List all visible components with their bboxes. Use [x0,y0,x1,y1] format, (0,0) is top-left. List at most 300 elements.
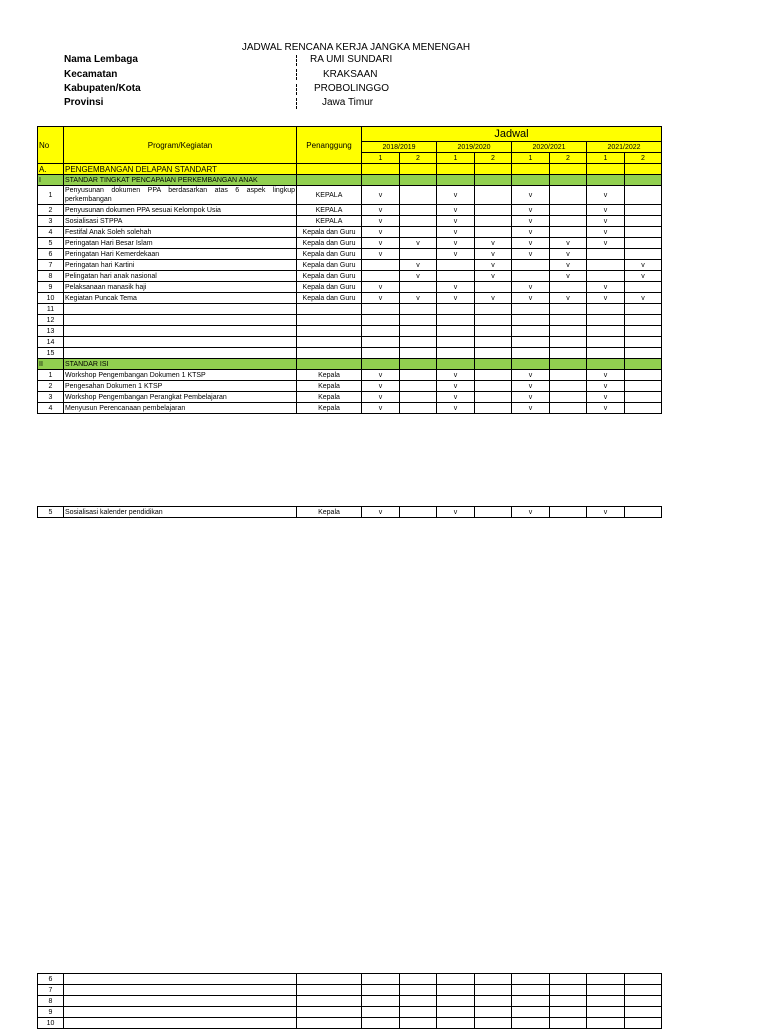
schedule-mark [625,507,662,518]
table-row [38,403,662,414]
row-number: 13 [38,326,64,337]
row-number: 7 [38,985,64,996]
header-program: Program/Kegiatan [64,127,297,164]
schedule-mark [625,205,662,216]
header-year: 2019/2020 [437,142,512,153]
row-program: Sosialisasi STPPA [64,216,297,227]
schedule-mark: v [437,249,475,260]
schedule-mark: v [437,403,475,414]
schedule-mark: v [587,293,625,304]
row-penanggung: Kepala [297,381,362,392]
schedule-mark: v [362,507,400,518]
header-jadwal: Jadwal [362,127,662,142]
table-row [38,326,662,337]
schedule-mark [625,315,662,326]
row-program: Peringatan Hari Kemerdekaan [64,249,297,260]
row-program [64,326,297,337]
schedule-mark [550,507,587,518]
schedule-mark [587,315,625,326]
header-semester: 1 [362,153,400,164]
section-no: A. [38,164,64,175]
schedule-mark [550,315,587,326]
schedule-table-bottom [37,973,662,1029]
table-row [38,348,662,359]
schedule-mark: v [512,507,550,518]
schedule-mark [512,315,550,326]
schedule-mark [587,985,625,996]
schedule-mark [550,370,587,381]
schedule-mark [362,315,400,326]
schedule-mark [400,337,437,348]
row-penanggung [297,348,362,359]
schedule-mark: v [512,186,550,205]
schedule-mark [475,403,512,414]
table-row [38,304,662,315]
schedule-mark: v [512,381,550,392]
schedule-mark [550,326,587,337]
schedule-mark [550,974,587,985]
row-number: 8 [38,271,64,282]
separator [296,84,297,95]
table-row [38,1018,662,1029]
schedule-mark [400,996,437,1007]
row-penanggung: Kepala [297,507,362,518]
header-no: No [38,127,64,164]
row-number: 10 [38,293,64,304]
schedule-mark [625,392,662,403]
schedule-mark [550,205,587,216]
row-number: 6 [38,974,64,985]
row-program: Peringatan Hari Besar Islam [64,238,297,249]
section-no: II [38,359,64,370]
row-program [64,304,297,315]
row-program: Pengesahan Dokumen 1 KTSP [64,381,297,392]
schedule-mark: v [587,507,625,518]
schedule-mark: v [437,507,475,518]
schedule-mark [625,1007,662,1018]
row-penanggung: Kepala dan Guru [297,271,362,282]
section-label: STANDAR ISI [64,359,297,370]
schedule-mark: v [437,293,475,304]
schedule-mark [475,1018,512,1029]
schedule-mark: v [512,238,550,249]
schedule-table [37,126,662,414]
schedule-mark: v [512,282,550,293]
schedule-mark [475,507,512,518]
row-penanggung [297,1007,362,1018]
schedule-mark: v [587,205,625,216]
schedule-mark: v [587,227,625,238]
schedule-mark [550,985,587,996]
table-row [38,392,662,403]
schedule-mark [587,260,625,271]
row-program: Sosialisasi kalender pendidikan [64,507,297,518]
schedule-mark [400,370,437,381]
row-program: Penyusunan dokumen PPA sesuai Kelompok Usia [64,205,297,216]
schedule-mark: v [362,249,400,260]
field-label-nama-lembaga: Nama Lembaga [64,54,138,65]
table-row [38,370,662,381]
row-number: 6 [38,249,64,260]
schedule-mark: v [400,271,437,282]
schedule-mark [625,1018,662,1029]
schedule-mark: v [550,249,587,260]
table-row [38,974,662,985]
row-penanggung: Kepala dan Guru [297,238,362,249]
schedule-mark [625,403,662,414]
schedule-mark [362,348,400,359]
schedule-mark [475,205,512,216]
row-number: 15 [38,348,64,359]
header-semester: 2 [550,153,587,164]
schedule-mark [475,282,512,293]
schedule-mark [625,304,662,315]
schedule-mark [400,381,437,392]
schedule-mark [400,227,437,238]
schedule-mark [550,1007,587,1018]
schedule-mark [437,337,475,348]
row-number: 7 [38,260,64,271]
row-program: Pelingatan hari anak nasional [64,271,297,282]
schedule-mark [400,216,437,227]
schedule-mark [587,304,625,315]
row-penanggung [297,326,362,337]
schedule-mark [512,304,550,315]
table-row [38,1007,662,1018]
row-number: 8 [38,996,64,1007]
schedule-mark [362,1007,400,1018]
schedule-mark [475,315,512,326]
schedule-mark [587,996,625,1007]
schedule-mark: v [437,282,475,293]
header-semester: 2 [475,153,512,164]
schedule-mark [625,370,662,381]
schedule-mark [400,249,437,260]
schedule-mark [400,348,437,359]
table-row [38,227,662,238]
row-penanggung: KEPALA [297,186,362,205]
row-penanggung: Kepala [297,403,362,414]
schedule-mark [550,996,587,1007]
schedule-mark: v [475,260,512,271]
row-number: 9 [38,282,64,293]
row-number: 9 [38,1007,64,1018]
row-penanggung: KEPALA [297,216,362,227]
schedule-mark [625,337,662,348]
schedule-mark: v [475,249,512,260]
table-row [38,249,662,260]
schedule-mark [437,985,475,996]
row-penanggung [297,996,362,1007]
schedule-mark [400,392,437,403]
schedule-mark [400,985,437,996]
schedule-mark [362,271,400,282]
schedule-mark [475,392,512,403]
schedule-mark [625,974,662,985]
row-number: 1 [38,370,64,381]
schedule-mark [400,1018,437,1029]
separator [296,69,297,80]
table-row [38,996,662,1007]
schedule-mark [625,326,662,337]
row-number: 2 [38,205,64,216]
schedule-mark [362,1018,400,1029]
schedule-mark [587,271,625,282]
schedule-mark: v [437,370,475,381]
header-year: 2021/2022 [587,142,662,153]
schedule-mark [475,304,512,315]
schedule-mark [625,186,662,205]
schedule-mark: v [362,238,400,249]
schedule-mark: v [437,238,475,249]
row-program: Menyusun Perencanaan pembelajaran [64,403,297,414]
schedule-mark [400,282,437,293]
row-program: Festifal Anak Soleh solehah [64,227,297,238]
schedule-mark [625,238,662,249]
row-number: 5 [38,507,64,518]
schedule-mark [400,315,437,326]
schedule-mark: v [512,403,550,414]
schedule-mark [550,403,587,414]
schedule-mark: v [512,249,550,260]
schedule-mark: v [475,271,512,282]
document-title: JADWAL RENCANA KERJA JANGKA MENENGAH [241,42,471,53]
schedule-mark: v [625,260,662,271]
header-semester: 2 [400,153,437,164]
schedule-mark: v [512,293,550,304]
row-number: 1 [38,186,64,205]
schedule-mark [475,227,512,238]
table-row [38,282,662,293]
schedule-mark [550,337,587,348]
schedule-mark [587,974,625,985]
schedule-mark [362,260,400,271]
schedule-mark: v [550,293,587,304]
table-row [38,337,662,348]
schedule-mark: v [437,227,475,238]
section-no: I [38,175,64,186]
schedule-mark: v [362,403,400,414]
schedule-mark: v [400,238,437,249]
schedule-mark: v [512,227,550,238]
separator [296,55,297,66]
row-penanggung [297,315,362,326]
row-program: Penyusunan dokumen PPA berdasarkan atas 6 aspek lingkup perkembangan [65,187,295,203]
schedule-mark: v [362,227,400,238]
schedule-mark [512,260,550,271]
table-row [38,205,662,216]
schedule-mark [475,337,512,348]
schedule-mark [475,326,512,337]
schedule-mark [625,282,662,293]
row-penanggung [297,1018,362,1029]
row-number: 12 [38,315,64,326]
table-row [38,381,662,392]
row-program [64,996,297,1007]
schedule-mark [437,326,475,337]
row-penanggung: Kepala [297,392,362,403]
schedule-mark [512,326,550,337]
schedule-mark: v [437,216,475,227]
schedule-mark: v [475,293,512,304]
section-row-2 [38,359,662,370]
schedule-mark: v [587,238,625,249]
schedule-mark [512,1018,550,1029]
schedule-mark: v [512,392,550,403]
schedule-mark [512,1007,550,1018]
row-penanggung [297,304,362,315]
schedule-mark: v [587,381,625,392]
schedule-mark [512,996,550,1007]
schedule-mark: v [550,271,587,282]
row-program [64,974,297,985]
schedule-mark [400,326,437,337]
schedule-mark [625,381,662,392]
schedule-mark [550,282,587,293]
schedule-table-continued [37,506,662,518]
schedule-mark: v [362,293,400,304]
header-semester: 1 [512,153,550,164]
row-program [64,1018,297,1029]
row-number: 3 [38,216,64,227]
schedule-mark [475,996,512,1007]
row-program: Peringatan hari Kartini [64,260,297,271]
schedule-mark: v [587,392,625,403]
schedule-mark [512,974,550,985]
schedule-mark [625,216,662,227]
row-penanggung: Kepala dan Guru [297,249,362,260]
schedule-mark [587,1018,625,1029]
schedule-mark [437,1007,475,1018]
row-program: Pelaksanaan manasik haji [64,282,297,293]
row-number: 11 [38,304,64,315]
schedule-mark: v [400,260,437,271]
row-penanggung: Kepala [297,370,362,381]
schedule-mark [400,304,437,315]
row-number: 3 [38,392,64,403]
schedule-mark [550,186,587,205]
schedule-mark [437,996,475,1007]
table-row [38,238,662,249]
schedule-mark [625,227,662,238]
section-label: STANDAR TINGKAT PENCAPAIAN PERKEMBANGAN ANAK [64,175,297,186]
field-label-provinsi: Provinsi [64,97,104,108]
table-row [38,271,662,282]
schedule-mark [362,304,400,315]
schedule-mark [587,1007,625,1018]
schedule-mark: v [625,271,662,282]
schedule-mark [475,186,512,205]
table-row [38,985,662,996]
schedule-mark: v [362,186,400,205]
schedule-mark: v [362,370,400,381]
header-semester: 1 [437,153,475,164]
schedule-mark [362,996,400,1007]
row-penanggung [297,974,362,985]
schedule-mark [587,337,625,348]
schedule-mark [362,326,400,337]
row-program [64,348,297,359]
table-row [38,216,662,227]
table-row [38,315,662,326]
schedule-mark: v [362,392,400,403]
schedule-mark [475,974,512,985]
header-year: 2020/2021 [512,142,587,153]
schedule-mark [437,260,475,271]
row-program [64,1007,297,1018]
schedule-mark: v [625,293,662,304]
schedule-mark: v [400,293,437,304]
row-program: Kegiatan Puncak Tema [64,293,297,304]
schedule-mark [400,186,437,205]
schedule-mark [512,271,550,282]
schedule-mark [362,985,400,996]
row-number: 10 [38,1018,64,1029]
schedule-mark [625,249,662,260]
schedule-mark: v [437,205,475,216]
schedule-mark: v [475,238,512,249]
schedule-mark [587,249,625,260]
row-program [64,337,297,348]
schedule-mark [437,315,475,326]
schedule-mark: v [587,370,625,381]
schedule-mark [550,348,587,359]
row-number: 2 [38,381,64,392]
schedule-mark [475,348,512,359]
row-penanggung [297,337,362,348]
row-penanggung: Kepala dan Guru [297,227,362,238]
schedule-mark: v [550,260,587,271]
table-row [38,260,662,271]
schedule-mark: v [587,282,625,293]
schedule-mark [550,1018,587,1029]
row-penanggung [297,985,362,996]
row-penanggung: KEPALA [297,205,362,216]
schedule-mark [437,348,475,359]
field-value-kecamatan: KRAKSAAN [323,69,378,80]
schedule-mark [362,974,400,985]
schedule-mark [550,304,587,315]
row-number: 4 [38,227,64,238]
schedule-mark [475,1007,512,1018]
schedule-mark [625,996,662,1007]
schedule-mark [550,227,587,238]
schedule-mark: v [437,186,475,205]
section-row-1 [38,175,662,186]
schedule-mark: v [512,205,550,216]
schedule-mark [437,974,475,985]
schedule-mark: v [587,403,625,414]
header-semester: 1 [587,153,625,164]
table-row [38,507,662,518]
schedule-mark [400,403,437,414]
field-value-nama-lembaga: RA UMI SUNDARI [310,54,393,65]
field-label-kecamatan: Kecamatan [64,69,118,80]
row-program [64,985,297,996]
schedule-mark [400,974,437,985]
table-row [38,186,662,205]
schedule-mark [475,381,512,392]
field-value-kabupaten: PROBOLINGGO [314,83,390,94]
schedule-mark: v [587,216,625,227]
schedule-mark [362,337,400,348]
schedule-mark: v [550,238,587,249]
row-program [64,315,297,326]
schedule-mark [437,1018,475,1029]
schedule-mark [512,985,550,996]
schedule-mark [475,985,512,996]
schedule-mark: v [437,381,475,392]
